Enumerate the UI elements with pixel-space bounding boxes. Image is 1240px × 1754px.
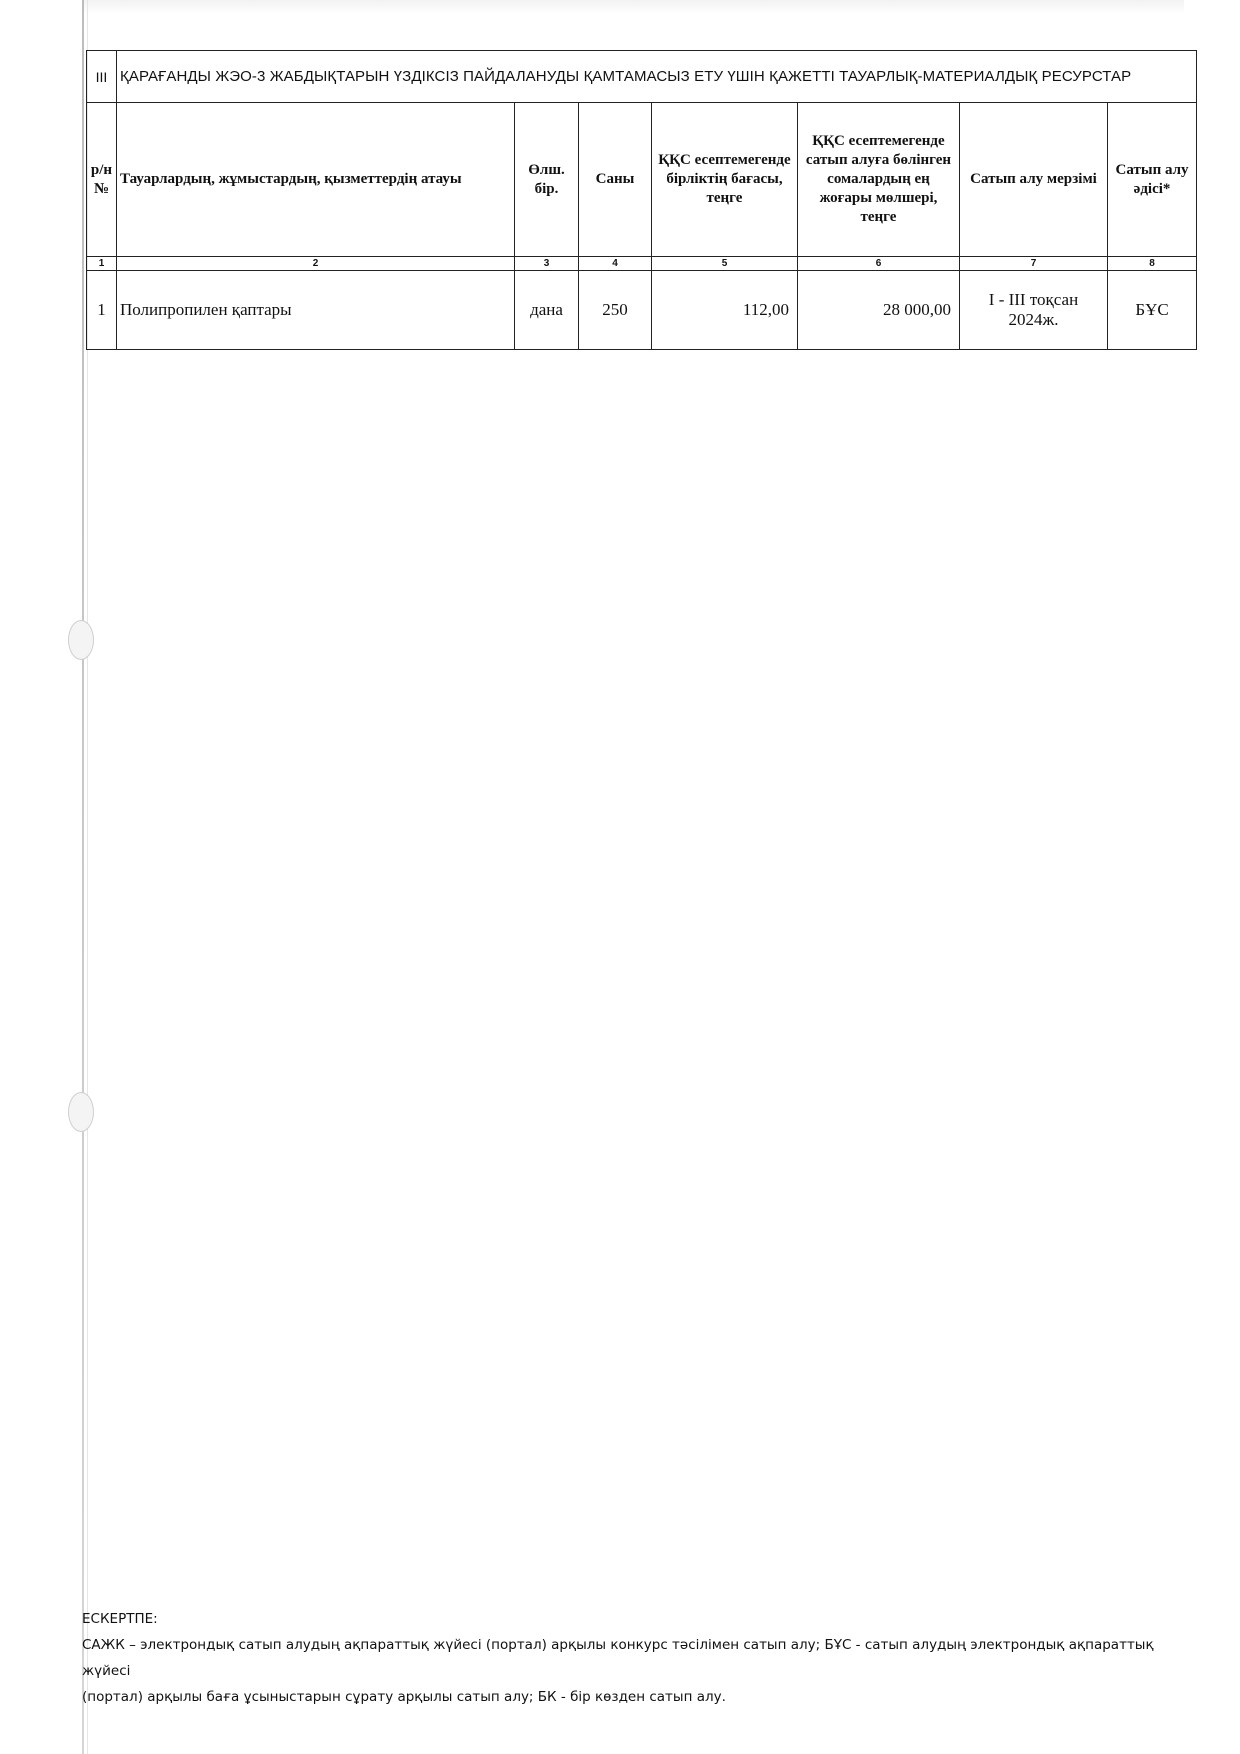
item-total-amount: 28 000,00 [798,271,960,350]
item-term: I - III тоқсан 2024ж. [960,271,1108,350]
row-number: 1 [87,271,117,350]
footnote [82,1606,1192,1710]
item-quantity: 250 [579,271,652,350]
item-method: БҰС [1108,271,1197,350]
column-number-row [87,257,1197,271]
header-procurement-term: Сатып алу мерзімі [960,103,1108,257]
footnote-line: (портал) арқылы баға ұсыныстарын сұрату арқылы сатып алу; БК - бір көзден сатып алу. [82,1689,726,1705]
footnote-line: САЖК – электрондық сатып алудың ақпараттық жүйесі (портал) арқылы конкурс тәсілімен сатып алу; БҰС - сатып алудың электрондық ақпараттық жүйесі [82,1637,1154,1679]
footnote-heading: ЕСКЕРТПЕ: [82,1611,158,1627]
table-row [87,271,1197,350]
punch-hole-upper [68,620,94,660]
item-unit-price: 112,00 [652,271,798,350]
header-row-number: р/н № [87,103,117,257]
column-number: 8 [1108,257,1197,271]
header-item-name: Тауарлардың, жұмыстардың, қызметтердің атауы [117,103,515,257]
item-unit: дана [515,271,579,350]
header-procurement-method: Сатып алу әдісі* [1108,103,1197,257]
section-title: ҚАРАҒАНДЫ ЖЭО-3 ЖАБДЫҚТАРЫН ҮЗДІКСІЗ ПАЙДАЛАНУДЫ ҚАМТАМАСЫЗ ЕТУ ҮШІН ҚАЖЕТТІ ТАУАРЛЫҚ-МАТЕРИАЛДЫҚ РЕСУРСТАР [117,51,1197,103]
column-number: 3 [515,257,579,271]
binding-margin-line [82,0,84,1754]
section-number: III [87,51,117,103]
column-number: 6 [798,257,960,271]
section-header-row [87,51,1197,103]
header-unit-price: ҚҚС есептемегенде бірліктің бағасы, теңге [652,103,798,257]
column-number: 1 [87,257,117,271]
column-number: 5 [652,257,798,271]
scan-shadow [84,0,1184,14]
column-number: 4 [579,257,652,271]
header-quantity: Саны [579,103,652,257]
column-number: 7 [960,257,1108,271]
header-unit: Өлш. бір. [515,103,579,257]
item-name: Полипропилен қаптары [117,271,515,350]
punch-hole-lower [68,1092,94,1132]
column-number: 2 [117,257,515,271]
column-header-row [87,103,1197,257]
header-max-amount: ҚҚС есептемегенде сатып алуға бөлінген сомалардың ең жоғары мөлшері, теңге [798,103,960,257]
procurement-table [86,50,1197,350]
